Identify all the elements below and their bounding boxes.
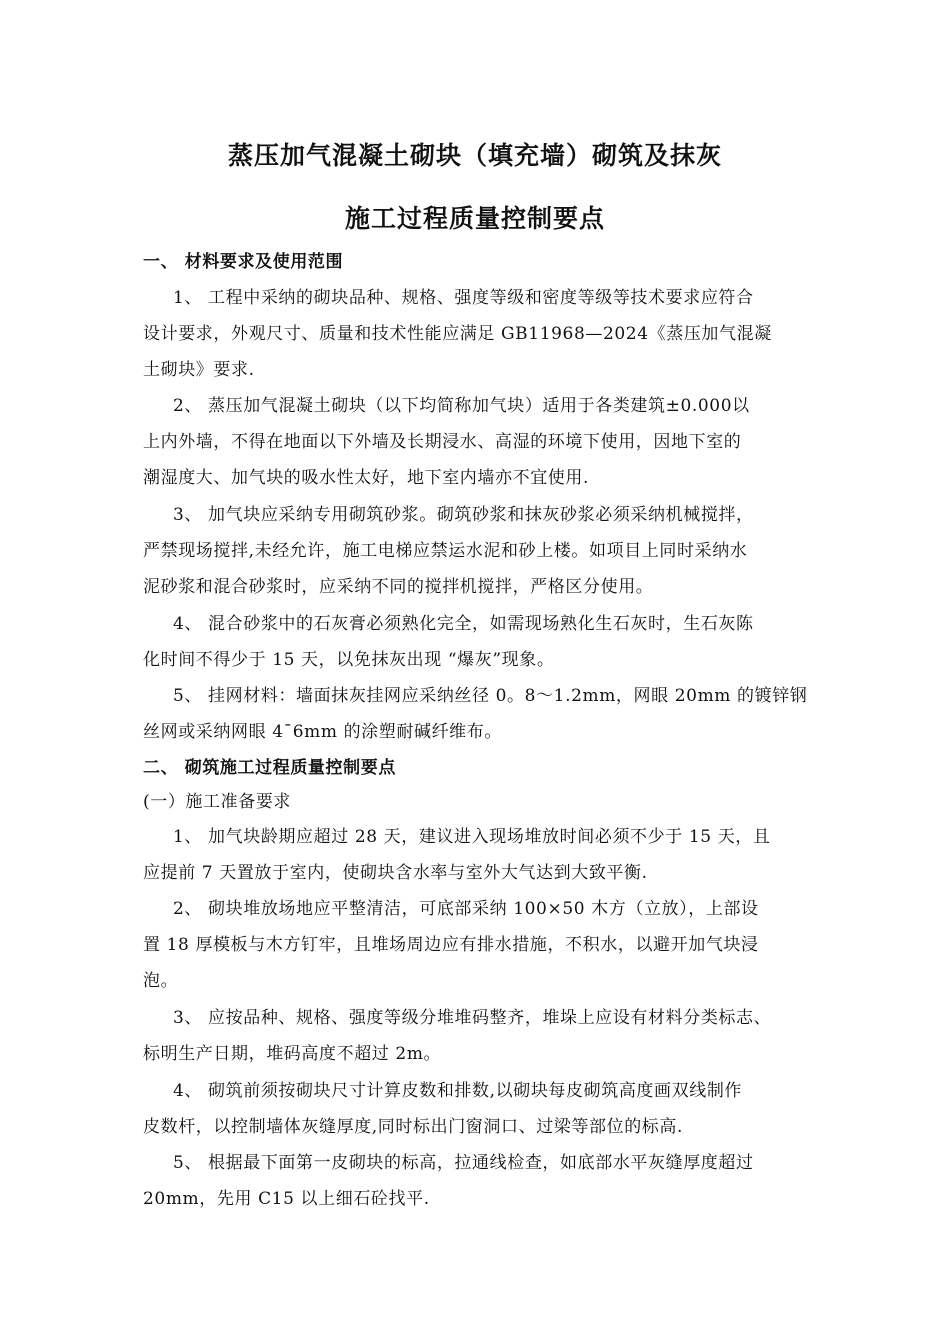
section-2-item-1-line-2: 应提前 7 天置放于室内，使砌块含水率与室外大气达到大致平衡. (143, 863, 648, 883)
section-1-item-4-line-2: 化时间不得少于 15 天，以免抹灰出现 “爆灰”现象。 (143, 650, 555, 670)
section-1-item-3-line-1: 3、 加气块应采纳专用砌筑砂浆。砌筑砂浆和抹灰砂浆必须采纳机械搅拌， (173, 505, 754, 525)
document-title-line-1: 蒸压加气混凝土砌块（填充墙）砌筑及抹灰 (227, 141, 722, 170)
section-2-item-4-line-1: 4、 砌筑前须按砌块尺寸计算皮数和排数,以砌块每皮砌筑高度画双线制作 (173, 1081, 743, 1101)
section-1-item-2-line-1: 2、 蒸压加气混凝土砌块（以下均简称加气块）适用于各类建筑±0.000以 (173, 396, 750, 416)
section-2-heading: 二、 砌筑施工过程质量控制要点 (143, 758, 396, 778)
section-2-item-2-line-2: 置 18 厚模板与木方钉牢，且堆场周边应有排水措施，不积水，以避开加气块浸 (143, 935, 759, 955)
section-2-item-1-line-1: 1、 加气块龄期应超过 28 天，建议进入现场堆放时间必须不少于 15 天，且 (173, 827, 771, 847)
section-2-item-4-line-2: 皮数杆，以控制墙体灰缝厚度,同时标出门窗洞口、过梁等部位的标高. (143, 1117, 684, 1137)
section-2-item-3-line-2: 标明生产日期，堆码高度不超过 2m。 (143, 1044, 442, 1064)
section-1-item-4-line-1: 4、 混合砂浆中的石灰膏必须熟化完全，如需现场熟化生石灰时，生石灰陈 (173, 614, 754, 634)
section-1-item-2-line-3: 潮湿度大、加气块的吸水性太好，地下室内墙亦不宜使用. (143, 468, 590, 488)
section-1-item-3-line-3: 泥砂浆和混合砂浆时，应采纳不同的搅拌机搅拌，严格区分使用。 (143, 577, 654, 597)
section-1-item-1-line-2: 设计要求，外观尺寸、质量和技术性能应满足 GB11968—2024《蒸压加气混凝 (143, 324, 772, 344)
section-1-item-5-line-2: 丝网或采纳网眼 4¯6mm 的涂塑耐碱纤维布。 (143, 722, 502, 742)
section-1-item-1-line-1: 1、 工程中采纳的砌块品种、规格、强度等级和密度等级等技术要求应符合 (173, 288, 754, 308)
section-1-item-2-line-2: 上内外墙，不得在地面以下外墙及长期浸水、高湿的环境下使用，因地下室的 (143, 432, 742, 452)
document-title-line-2: 施工过程质量控制要点 (344, 204, 605, 233)
section-2-item-5-line-1: 5、 根据最下面第一皮砌块的标高，拉通线检查，如底部水平灰缝厚度超过 (173, 1153, 754, 1173)
section-2-item-2-line-1: 2、 砌块堆放场地应平整清洁，可底部采纳 100×50 木方（立放），上部设 (173, 899, 759, 919)
section-1-item-3-line-2: 严禁现场搅拌,未经允许，施工电梯应禁运水泥和砂上楼。如项目上同时采纳水 (143, 541, 748, 561)
section-1-item-5-line-1: 5、 挂网材料：墙面抹灰挂网应采纳丝径 0。8～1.2mm，网眼 20mm 的镀锌钢 (173, 686, 808, 706)
section-1-item-1-line-3: 土砌块》要求. (143, 360, 255, 380)
section-2-item-2-line-3: 泡。 (143, 971, 179, 991)
section-1-heading: 一、 材料要求及使用范围 (143, 252, 344, 272)
section-2-item-3-line-1: 3、 应按品种、规格、强度等级分堆堆码整齐，堆垛上应设有材料分类标志、 (173, 1008, 772, 1028)
section-2-subheading: (一）施工准备要求 (143, 792, 292, 812)
section-2-item-5-line-2: 20mm，先用 C15 以上细石砼找平. (143, 1189, 430, 1209)
